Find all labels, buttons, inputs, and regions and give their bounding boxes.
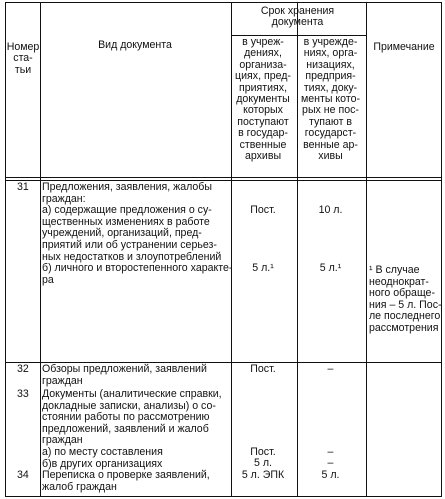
row-note-line: ного обраще- [369,287,435,300]
row-note-line: ния – 5 л. Пос- [369,298,442,311]
row-note [369,265,442,335]
header-cell-line: документы [236,93,290,106]
header-storage-line: документа [271,16,324,29]
header-cell-line: организа- [239,58,287,71]
header-cell-line: в государ- [238,127,288,140]
row-description-line: учреждений, организаций, пред- [42,227,202,240]
header-cell-line: венные ар- [303,138,358,151]
row-description-line: а) содержащие предложения о су- [42,204,212,217]
row-description-line: граждан [42,374,83,387]
header-note: Примечание [373,41,435,53]
header-archive-col [230,37,296,162]
storage-term-archive: Пост. [250,363,276,375]
row-description-line: ных недостатков и злоупотреблений [42,250,222,263]
row-description-line: Переписка о проверке заявлений, [42,469,210,481]
row-number: 33 [17,388,29,400]
header-number-line: тьи [14,63,32,76]
header-number-line: ста- [13,52,33,65]
header-bottom-rule [6,177,441,178]
header-cell-line: приятиях, [238,81,288,94]
header-cell-line: ниях, орга- [303,47,358,60]
storage-term-no-archive: 10 л. [318,204,343,216]
header-cell-line: в учрежде- [303,36,358,48]
row-number: 31 [17,181,29,193]
row-number: 32 [17,363,29,375]
header-cell-line: государст- [304,127,357,140]
header-cell-line: рых не пос- [302,104,359,117]
col-divider [366,3,367,496]
header-no-archive-col [296,37,365,162]
header-storage-term [230,6,365,29]
header-cell-line: в учреж- [242,36,284,48]
header-number-line: Номер [6,41,40,53]
row-number: 34 [17,469,29,481]
row-description-line: б) личного и второстепенного характе- [42,262,233,275]
storage-term-archive: Пост. [250,204,276,216]
header-cell-line: низациях, [306,58,355,71]
row-description-line: граждан [42,434,83,447]
row-description-line: граждан: [42,192,86,205]
header-cell-line: менты кото- [300,93,360,106]
row-description-line: жалоб граждан [42,480,117,493]
header-number [6,42,40,76]
row-note-line: ¹ В случае [369,264,420,276]
header-cell-line: предприя- [305,70,356,83]
header-cell-line: которых [243,104,283,117]
row-description [42,364,207,387]
row-description-line: Предложения, заявления, жалобы [42,181,212,193]
header-doc-type: Вид документа [98,39,172,51]
row-description-line: докладные записки, анализы) о со- [42,399,216,412]
storage-term-archive: 5 л. ЭПК [241,469,285,481]
storage-term-no-archive: – [327,363,334,375]
header-cell-line: тупают в [308,115,353,128]
row-description-line: а) по месту составления [42,445,163,458]
row-description-line: стоянии работы по рассмотрению [42,411,210,424]
header-cell-line: архивы [244,150,282,163]
header-cell-line: ственные [239,138,287,151]
storage-term-no-archive: 5 л.¹ [319,262,342,274]
row-description-line: б)в других организациях [42,457,163,470]
row-description [42,182,232,286]
storage-term-archive: Пост. [250,446,276,458]
row-description-line: Документы (аналитические справки, [42,388,222,400]
row-description-line: приятий или об устранении серьез- [42,238,217,251]
row-description-line: ра [42,273,54,286]
storage-term-archive: 5 л. [254,457,272,469]
header-cell-line: дениях, [244,47,282,60]
header-storage-line: Срок хранения [260,5,335,17]
row-note-line: неоднократ- [369,275,429,288]
storage-term-no-archive: – [327,446,334,458]
row-description-line: щественных изменениях в работе [42,215,210,228]
header-cell-line: тиях, доку- [303,81,358,94]
header-cell-line: циях, пред- [235,70,291,83]
storage-term-no-archive: 5 л. [321,469,340,481]
header-cell-line: хивы [318,150,343,163]
row-description-line: предложений, заявлений и жалоб [42,422,209,435]
row-note-line: рассмотрения [369,321,439,334]
row-description [42,389,222,470]
header-cell-line: поступают [237,115,289,128]
col-divider [40,3,41,496]
row-description-line: Обзоры предложений, заявлений [42,363,207,375]
storage-term-archive: 5 л.¹ [252,262,274,274]
row-description [42,470,210,493]
storage-term-no-archive: – [327,457,334,469]
row-note-line: ле последнего [369,310,441,323]
